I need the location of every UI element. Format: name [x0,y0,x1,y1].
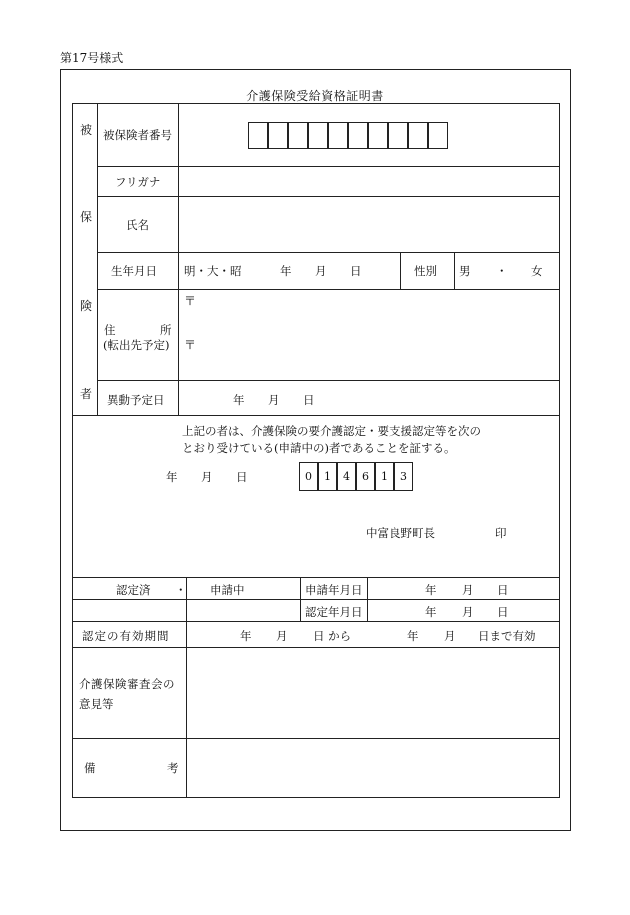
validity-from: 日 から [313,629,352,643]
gender-female[interactable]: 女 [531,264,543,278]
birthdate-month-unit: 月 [315,264,327,278]
insured-number-digit-box[interactable] [288,122,308,149]
insured-number-digit-box[interactable] [328,122,348,149]
insured-label-char: 険 [79,299,92,313]
statement-line: 上記の者は、介護保険の要介護認定・要支援認定等を次の [182,424,481,438]
validity-start-month-unit: 月 [276,629,288,643]
furigana-label: フリガナ [115,175,161,189]
application-month-unit: 月 [462,583,474,597]
insured-label-char: 保 [79,210,92,224]
certified-date-label: 認定年月日 [305,605,363,619]
seal-mark: 印 [495,526,507,540]
address-label-b: 所 [160,323,172,337]
validity-end-month-unit: 月 [444,629,456,643]
insured-number-digit-box[interactable] [308,122,328,149]
insured-number-digit-box[interactable] [248,122,268,149]
status-separator: ・ [175,583,187,597]
insurer-code-digit: 6 [356,462,375,491]
insured-number-digit-box[interactable] [348,122,368,149]
move-date-year-unit: 年 [233,393,245,407]
council-opinion-label: 介護保険審査会の [79,677,175,691]
birthdate-label: 生年月日 [111,264,157,278]
postal-mark: 〒 [184,294,197,308]
move-date-label: 異動予定日 [107,393,165,407]
birthdate-day-unit: 日 [350,264,362,278]
status-applying[interactable]: 申請中 [210,583,245,597]
insurer-code-digit: 0 [299,462,318,491]
remarks-field[interactable] [188,740,558,796]
insurer-code-digit: 3 [394,462,413,491]
issuer-name: 中富良野町長 [366,526,435,540]
statement-month-unit: 月 [201,470,213,484]
remarks-label-b: 考 [167,761,179,775]
insurer-code-digit: 4 [337,462,356,491]
insurer-code-digit: 1 [375,462,394,491]
certification-statement [182,423,481,457]
insurer-code-digit: 1 [318,462,337,491]
statement-day-unit: 日 [236,470,248,484]
status-certified[interactable]: 認定済 [116,583,151,597]
name-field[interactable] [180,198,558,251]
insured-label-char: 者 [79,387,92,401]
move-date-month-unit: 月 [268,393,280,407]
certified-month-unit: 月 [462,605,474,619]
birthdate-era: 明・大・昭 [184,264,242,278]
insured-number-digit-box[interactable] [268,122,288,149]
postal-mark: 〒 [184,338,197,352]
page-title: 介護保険受給資格証明書 [246,89,384,103]
insured-number-digit-box[interactable] [408,122,428,149]
application-date-label: 申請年月日 [305,583,363,597]
address-label-a: 住 [104,323,116,337]
application-year-unit: 年 [425,583,437,597]
validity-until: 日まで有効 [478,629,536,643]
gender-separator: ・ [496,264,508,278]
certified-year-unit: 年 [425,605,437,619]
statement-year-unit: 年 [166,470,178,484]
application-day-unit: 日 [497,583,509,597]
insured-number-digit-box[interactable] [388,122,408,149]
move-date-day-unit: 日 [303,393,315,407]
validity-end-year-unit: 年 [407,629,419,643]
remarks-label-a: 備 [84,761,96,775]
validity-label: 認定の有効期間 [82,629,170,643]
planned-address-field[interactable] [196,334,556,378]
birthdate-year-unit: 年 [280,264,292,278]
certified-day-unit: 日 [497,605,509,619]
insured-label-char: 被 [79,123,92,137]
name-label: 氏名 [126,218,149,232]
gender-male[interactable]: 男 [459,264,471,278]
address-sub-label: (転出先予定) [103,338,170,352]
insured-number-digit-box[interactable] [368,122,388,149]
insured-number-label: 被保険者番号 [103,128,172,142]
insured-number-digit-box[interactable] [428,122,448,149]
council-opinion-field[interactable] [188,649,558,737]
gender-label: 性別 [414,264,437,278]
statement-line: とおり受けている(申請中の)者であることを証する。 [182,441,456,455]
form-number: 第17号様式 [60,51,124,65]
address-field[interactable] [196,291,556,331]
council-opinion-label-2: 意見等 [79,697,114,711]
validity-start-year-unit: 年 [240,629,252,643]
furigana-field[interactable] [180,168,558,195]
